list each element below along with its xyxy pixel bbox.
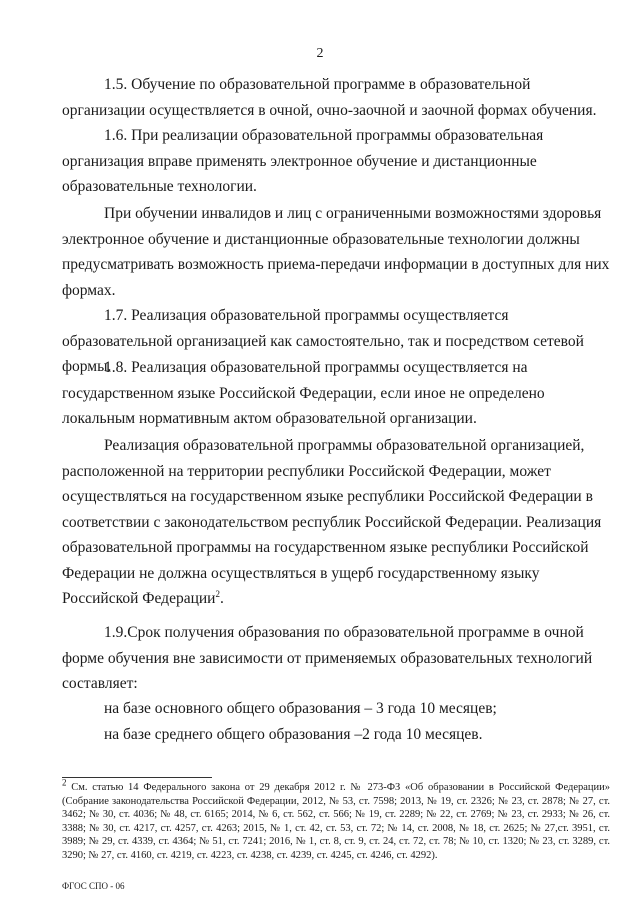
paragraph-republic-language bbox=[62, 433, 610, 612]
footnote-mark: 2 bbox=[62, 777, 67, 788]
paragraph-1-6: 1.6. При реализации образовательной программы образовательная организация вправе применять электронное обучение и дистанционные образовательные технологии. bbox=[62, 127, 544, 195]
footer-code: ФГОС СПО - 06 bbox=[62, 881, 125, 891]
paragraph-1-7: 1.7. Реализация образовательной программы осуществляется образовательной организацией как самостоятельно, так и посредством сетевой формы. bbox=[62, 307, 584, 375]
footnote-text: См. статью 14 Федерального закона от 29 декабря 2012 г. № 273-ФЗ «Об образовании в Российской Федерации» (Собрание законодательства Российской Федерации, 2012, № 53, ст. 7598; 2013, № 19, ст. 2326; № 23, ст. 2878; № 27, ст. 3462; № 30, ст. 4036; № 48, ст. 6165; 2014, № 6, ст. 562, ст. 566; № 19, ст. 2289; № 22, ст. 2769; № 23, ст. 2933; № 26, ст. 3388; № 30, ст. 4217, ст. 4257, ст. 4263; 2015, № 1, ст. 42, ст. 53, ст. 72; № 14, ст. 2008, № 18, ст. 2625; № 27,ст. 3951, ст. 3989; № 29, ст. 4339, ст. 4364; № 51, ст. 7241; 2016, № 1, ст. 8, ст. 9, ст. 24, ст. 72, ст. 78; № 10, ст. 1320; № 23, ст. 3289, ст. 3290; № 27, ст. 4160, ст. 4219, ст. 4223, ст. 4238, ст. 4239, ст. 4245, ст. 4246, ст. 4292). bbox=[62, 782, 610, 861]
footnote-reference: 2 bbox=[215, 588, 220, 599]
paragraph-end-period: . bbox=[219, 590, 224, 607]
paragraph-1-5: 1.5. Обучение по образовательной программе в образовательной организации осуществляется в очной, очно-заочной и заочной формах обучения. bbox=[62, 76, 597, 119]
paragraph-republic-language-text: Реализация образовательной программы образовательной организацией, расположенной на территории республики Российской Федерации, может осуществляться на государственном языке республики Российской Федерации в соответствии с законодательством республик Российской Федерации. Реализация образовательной программы на государственном языке республики Российской Федерации не должна осуществляться в ущерб государственному языку Российской Федерации bbox=[62, 437, 602, 607]
paragraph-disabled-learners: При обучении инвалидов и лиц с ограниченными возможностями здоровья электронное обучение и дистанционные образовательные технологии должны предусматривать возможность приема-передачи информации в доступных для них формах. bbox=[62, 205, 610, 299]
footnote bbox=[62, 777, 610, 862]
paragraph-1-8: 1.8. Реализация образовательной программы осуществляется на государственном языке Российской Федерации, если иное не определено локальным нормативным актом образовательной организации. bbox=[62, 359, 545, 427]
page-number: 2 bbox=[316, 46, 324, 61]
paragraph-1-9: 1.9.Срок получения образования по образовательной программе в очной форме обучения вне зависимости от применяемых образовательных технологий составляет: bbox=[62, 624, 593, 692]
term-basic-education: на базе основного общего образования – 3 года 10 месяцев; bbox=[104, 700, 497, 717]
footnote-divider bbox=[62, 777, 212, 778]
term-secondary-education: на базе среднего общего образования –2 года 10 месяцев. bbox=[104, 726, 483, 743]
